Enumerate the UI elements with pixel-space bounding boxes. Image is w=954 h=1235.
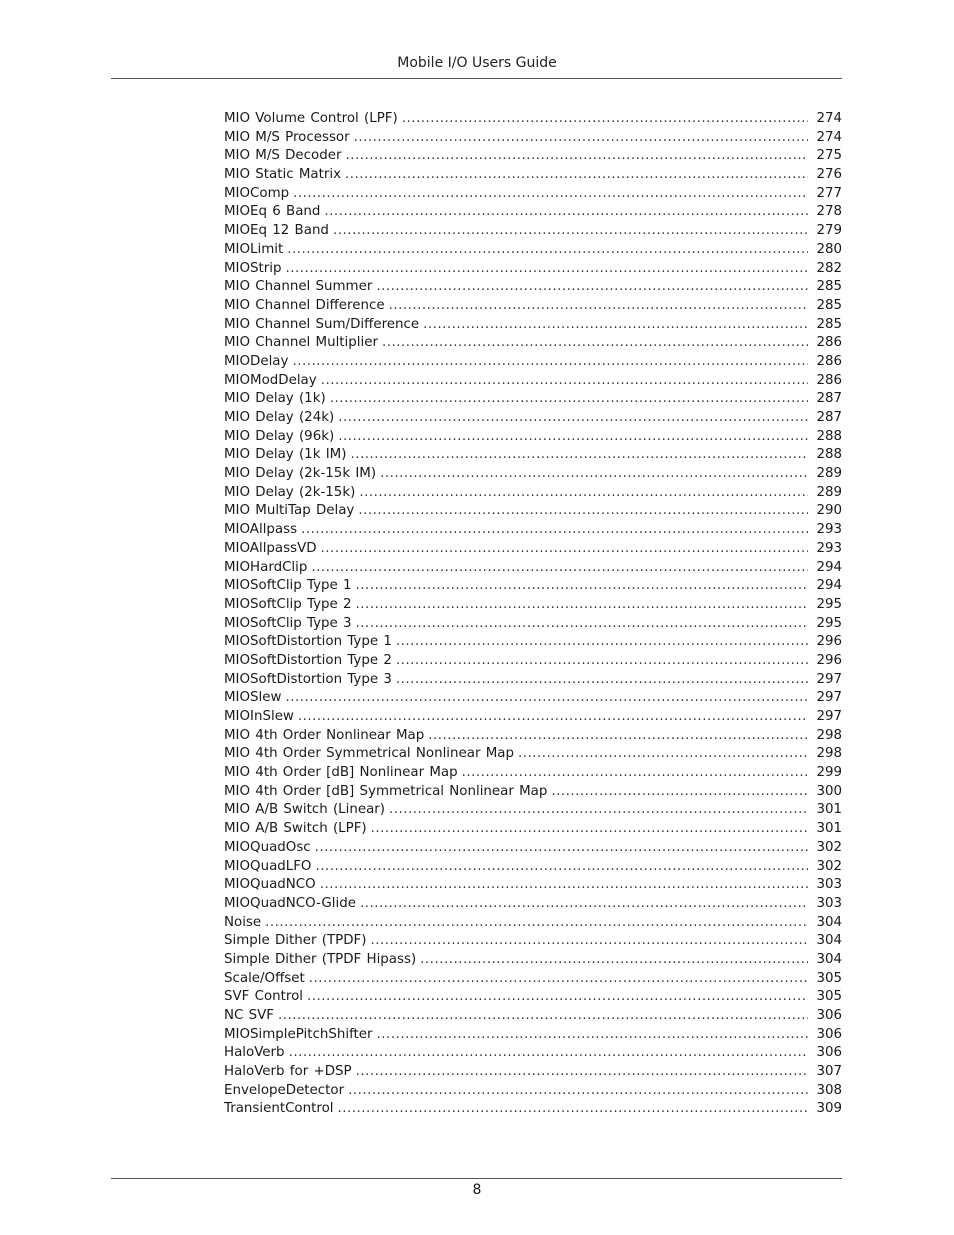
toc-entry-page-number: 287 <box>816 410 842 425</box>
toc-entry-label: MIO Delay (2k-15k) <box>224 484 356 500</box>
toc-entry-label: MIO A/B Switch (LPF) <box>224 821 367 837</box>
toc-entry-page-number: 303 <box>816 877 842 893</box>
toc-entry-page-number: 279 <box>816 223 842 239</box>
toc-entry-page-number: 277 <box>816 185 842 201</box>
toc-entry[interactable] <box>224 1007 842 1026</box>
toc-entry[interactable] <box>224 521 842 540</box>
toc-entry-label: MIO Static Matrix <box>224 167 342 183</box>
toc-entry-page-number: 288 <box>816 428 842 444</box>
toc-dot-leader <box>420 951 808 970</box>
toc-entry-label: MIO Channel Sum/Difference <box>224 316 420 332</box>
toc-entry-label: MIOEq 6 Band <box>224 204 321 220</box>
toc-entry[interactable] <box>224 110 842 129</box>
toc-entry-page-number: 274 <box>816 111 842 126</box>
toc-entry-page-number: 285 <box>816 316 842 332</box>
toc-dot-leader <box>285 689 808 708</box>
toc-entry-page-number: 295 <box>816 615 842 631</box>
toc-entry-label: MIO M/S Decoder <box>224 148 342 164</box>
toc-entry-label: MIOSimplePitchShifter <box>224 1026 373 1042</box>
toc-entry[interactable] <box>224 297 842 316</box>
footer-rule <box>111 1178 842 1179</box>
toc-entry[interactable] <box>224 316 842 335</box>
toc-entry[interactable] <box>224 241 842 260</box>
toc-dot-leader <box>358 502 808 521</box>
toc-entry-label: MIO 4th Order Symmetrical Nonlinear Map <box>224 746 514 762</box>
toc-dot-leader <box>315 858 808 877</box>
toc-entry-label: Noise <box>224 914 262 930</box>
toc-entry-page-number: 306 <box>816 1045 842 1061</box>
toc-entry-label: MIO MultiTap Delay <box>224 503 355 519</box>
toc-entry-page-number: 289 <box>816 466 842 482</box>
toc-entry[interactable] <box>224 671 842 690</box>
toc-entry-page-number: 296 <box>816 652 842 668</box>
toc-entry-page-number: 302 <box>816 839 842 855</box>
toc-entry-page-number: 293 <box>816 540 842 556</box>
toc-dot-leader <box>324 203 808 222</box>
toc-dot-leader <box>348 1082 808 1101</box>
toc-entry[interactable] <box>224 577 842 596</box>
toc-dot-leader <box>307 988 808 1007</box>
toc-entry[interactable] <box>224 390 842 409</box>
toc-entry-page-number: 293 <box>816 522 842 538</box>
toc-entry-page-number: 276 <box>816 167 842 183</box>
toc-dot-leader <box>345 166 808 185</box>
toc-entry-label: MIO Delay (1k IM) <box>224 447 347 463</box>
toc-dot-leader <box>321 372 808 391</box>
toc-dot-leader <box>396 633 808 652</box>
toc-entry-page-number: 305 <box>816 989 842 1005</box>
toc-entry-page-number: 301 <box>816 821 842 837</box>
toc-entry-page-number: 290 <box>816 503 842 519</box>
toc-dot-leader <box>402 110 808 129</box>
toc-dot-leader <box>389 801 808 820</box>
toc-entry[interactable] <box>224 278 842 297</box>
toc-entry[interactable] <box>224 222 842 241</box>
page-number: 8 <box>472 1182 482 1198</box>
toc-entry-page-number: 287 <box>816 391 842 407</box>
toc-dot-leader <box>380 465 808 484</box>
toc-dot-leader <box>354 129 808 148</box>
toc-entry-page-number: 304 <box>816 914 842 930</box>
toc-entry[interactable] <box>224 876 842 895</box>
toc-dot-leader <box>320 876 808 895</box>
toc-entry[interactable] <box>224 446 842 465</box>
toc-entry[interactable] <box>224 1100 842 1119</box>
toc-entry[interactable] <box>224 633 842 652</box>
toc-dot-leader <box>338 409 808 428</box>
toc-entry-label: MIOEq 12 Band <box>224 223 329 239</box>
toc-entry[interactable] <box>224 1082 842 1101</box>
toc-entry[interactable] <box>224 502 842 521</box>
toc-entry-label: TransientControl <box>224 1101 334 1117</box>
toc-entry-page-number: 288 <box>816 447 842 463</box>
table-of-contents <box>224 110 842 1119</box>
toc-dot-leader <box>382 334 808 353</box>
toc-entry-label: HaloVerb <box>224 1045 285 1061</box>
toc-entry[interactable] <box>224 689 842 708</box>
toc-entry-label: MIO Channel Summer <box>224 279 373 295</box>
toc-entry-label: EnvelopeDetector <box>224 1082 345 1098</box>
toc-entry-page-number: 304 <box>816 951 842 967</box>
toc-entry-page-number: 286 <box>816 353 842 369</box>
toc-entry[interactable] <box>224 540 842 559</box>
toc-entry-label: MIOModDelay <box>224 372 317 388</box>
toc-dot-leader <box>360 895 808 914</box>
toc-entry-label: MIOSoftClip Type 2 <box>224 596 352 612</box>
toc-entry[interactable] <box>224 951 842 970</box>
toc-dot-leader <box>462 764 808 783</box>
toc-entry-label: MIOQuadNCO-Glide <box>224 895 356 911</box>
toc-entry-page-number: 289 <box>816 484 842 500</box>
toc-entry-page-number: 297 <box>816 709 842 724</box>
toc-entry-page-number: 298 <box>816 746 842 762</box>
toc-entry-page-number: 275 <box>816 148 842 164</box>
toc-entry-page-number: 303 <box>816 895 842 911</box>
toc-dot-leader <box>289 1044 808 1063</box>
toc-dot-leader <box>265 914 808 933</box>
toc-entry[interactable] <box>224 596 842 615</box>
toc-entry-page-number: 301 <box>816 802 842 818</box>
toc-dot-leader <box>292 353 808 372</box>
toc-dot-leader <box>518 745 808 764</box>
toc-entry[interactable] <box>224 353 842 372</box>
toc-dot-leader <box>371 820 808 839</box>
toc-entry-label: MIO 4th Order Nonlinear Map <box>224 727 425 743</box>
toc-entry[interactable] <box>224 185 842 204</box>
toc-entry-page-number: 294 <box>816 578 842 594</box>
toc-entry[interactable] <box>224 260 842 279</box>
toc-dot-leader <box>315 839 808 858</box>
toc-entry[interactable] <box>224 764 842 783</box>
toc-entry-label: MIO Delay (2k-15k IM) <box>224 466 377 482</box>
toc-entry-page-number: 306 <box>816 1026 842 1042</box>
toc-entry-label: MIOSoftClip Type 1 <box>224 578 352 594</box>
toc-dot-leader <box>396 671 808 690</box>
running-header-title: Mobile I/O Users Guide <box>397 55 557 71</box>
toc-entry-page-number: 300 <box>816 783 842 799</box>
toc-entry-page-number: 299 <box>816 765 842 781</box>
toc-entry-label: MIOSlew <box>224 690 282 706</box>
toc-entry[interactable] <box>224 727 842 746</box>
toc-entry-label: MIOAllpass <box>224 522 298 538</box>
toc-entry[interactable] <box>224 895 842 914</box>
toc-entry-page-number: 278 <box>816 204 842 220</box>
toc-entry-label: MIO A/B Switch (Linear) <box>224 802 386 818</box>
toc-entry[interactable] <box>224 129 842 148</box>
toc-entry-label: MIOSoftDistortion Type 2 <box>224 652 392 668</box>
toc-entry-page-number: 286 <box>816 335 842 351</box>
toc-entry-label: MIOQuadNCO <box>224 877 316 893</box>
toc-entry-label: Scale/Offset <box>224 970 305 986</box>
toc-entry-page-number: 307 <box>816 1064 842 1080</box>
toc-dot-leader <box>376 278 808 297</box>
toc-entry-label: MIO Delay (24k) <box>224 410 335 425</box>
toc-entry-label: MIO Volume Control (LPF) <box>224 111 398 126</box>
toc-entry-label: MIOSoftClip Type 3 <box>224 615 352 631</box>
toc-dot-leader <box>356 596 808 615</box>
toc-entry[interactable] <box>224 858 842 877</box>
header-rule <box>111 78 842 79</box>
toc-dot-leader <box>309 970 808 989</box>
toc-entry-page-number: 285 <box>816 279 842 295</box>
toc-entry[interactable] <box>224 465 842 484</box>
toc-entry-label: MIOAllpassVD <box>224 540 317 556</box>
toc-dot-leader <box>370 932 808 951</box>
toc-entry[interactable] <box>224 484 842 503</box>
toc-entry[interactable] <box>224 914 842 933</box>
toc-entry-page-number: 297 <box>816 671 842 687</box>
toc-dot-leader <box>396 652 808 671</box>
toc-entry[interactable] <box>224 1026 842 1045</box>
toc-entry-label: MIO Channel Multiplier <box>224 335 378 351</box>
toc-entry-page-number: 294 <box>816 559 842 575</box>
toc-entry-label: MIOQuadLFO <box>224 858 312 874</box>
toc-entry[interactable] <box>224 783 842 802</box>
toc-dot-leader <box>359 484 808 503</box>
toc-dot-leader <box>350 446 808 465</box>
toc-entry-label: MIO M/S Processor <box>224 129 350 145</box>
toc-entry-label: MIO Delay (1k) <box>224 391 326 407</box>
toc-dot-leader <box>356 1063 808 1082</box>
toc-entry[interactable] <box>224 559 842 578</box>
toc-entry-page-number: 280 <box>816 241 842 257</box>
toc-entry-page-number: 304 <box>816 933 842 949</box>
toc-entry-page-number: 274 <box>816 129 842 145</box>
toc-entry-page-number: 302 <box>816 858 842 874</box>
toc-entry-label: MIO Delay (96k) <box>224 428 335 444</box>
toc-entry[interactable] <box>224 745 842 764</box>
toc-dot-leader <box>298 708 808 727</box>
toc-entry-page-number: 285 <box>816 297 842 313</box>
toc-entry[interactable] <box>224 708 842 727</box>
toc-entry[interactable] <box>224 147 842 166</box>
toc-entry-page-number: 282 <box>816 260 842 276</box>
toc-entry-label: MIOComp <box>224 185 290 201</box>
toc-dot-leader <box>428 727 808 746</box>
toc-entry[interactable] <box>224 932 842 951</box>
toc-entry-label: MIOSoftDistortion Type 3 <box>224 671 392 687</box>
toc-entry-label: MIOSoftDistortion Type 1 <box>224 634 392 650</box>
toc-entry-label: Simple Dither (TPDF) <box>224 933 367 949</box>
toc-dot-leader <box>337 1100 808 1119</box>
toc-entry-page-number: 296 <box>816 634 842 650</box>
toc-entry-page-number: 298 <box>816 727 842 743</box>
toc-entry[interactable] <box>224 839 842 858</box>
toc-entry[interactable] <box>224 409 842 428</box>
toc-entry-label: MIO Channel Difference <box>224 297 385 313</box>
toc-dot-leader <box>551 783 808 802</box>
toc-entry-page-number: 308 <box>816 1082 842 1098</box>
toc-entry-label: Simple Dither (TPDF Hipass) <box>224 951 417 967</box>
toc-entry[interactable] <box>224 372 842 391</box>
toc-dot-leader <box>389 297 808 316</box>
toc-entry[interactable] <box>224 428 842 447</box>
toc-entry-page-number: 295 <box>816 596 842 612</box>
toc-entry[interactable] <box>224 203 842 222</box>
toc-entry-label: MIOInSlew <box>224 709 294 724</box>
toc-dot-leader <box>311 559 808 578</box>
toc-entry-label: NC SVF <box>224 1008 274 1023</box>
toc-entry-label: SVF Control <box>224 989 304 1005</box>
toc-entry-page-number: 286 <box>816 372 842 388</box>
toc-entry[interactable] <box>224 988 842 1007</box>
toc-dot-leader <box>377 1026 808 1045</box>
toc-dot-leader <box>423 316 808 335</box>
toc-entry-page-number: 309 <box>816 1101 842 1117</box>
toc-entry-label: MIOHardClip <box>224 559 308 575</box>
toc-entry-label: MIOLimit <box>224 241 284 257</box>
toc-entry-label: MIOQuadOsc <box>224 839 311 855</box>
toc-entry-label: MIODelay <box>224 353 289 369</box>
toc-dot-leader <box>278 1007 808 1026</box>
toc-dot-leader <box>356 577 808 596</box>
toc-entry-page-number: 297 <box>816 690 842 706</box>
toc-entry-page-number: 306 <box>816 1008 842 1023</box>
toc-entry[interactable] <box>224 334 842 353</box>
toc-dot-leader <box>286 260 808 279</box>
toc-entry-label: MIO 4th Order [dB] Nonlinear Map <box>224 765 458 781</box>
toc-dot-leader <box>356 615 808 634</box>
toc-entry[interactable] <box>224 970 842 989</box>
toc-dot-leader <box>301 521 808 540</box>
toc-dot-leader <box>287 241 808 260</box>
toc-entry-page-number: 305 <box>816 970 842 986</box>
toc-dot-leader <box>330 390 808 409</box>
toc-entry[interactable] <box>224 801 842 820</box>
toc-entry[interactable] <box>224 652 842 671</box>
toc-dot-leader <box>333 222 808 241</box>
toc-dot-leader <box>321 540 808 559</box>
toc-entry[interactable] <box>224 820 842 839</box>
toc-entry[interactable] <box>224 615 842 634</box>
toc-entry-label: MIO 4th Order [dB] Symmetrical Nonlinear Map <box>224 783 548 799</box>
toc-dot-leader <box>345 147 808 166</box>
toc-dot-leader <box>338 428 808 447</box>
toc-entry[interactable] <box>224 166 842 185</box>
toc-entry[interactable] <box>224 1063 842 1082</box>
toc-entry-label: HaloVerb for +DSP <box>224 1064 352 1080</box>
toc-entry-label: MIOStrip <box>224 260 282 276</box>
toc-entry[interactable] <box>224 1044 842 1063</box>
toc-dot-leader <box>293 185 808 204</box>
